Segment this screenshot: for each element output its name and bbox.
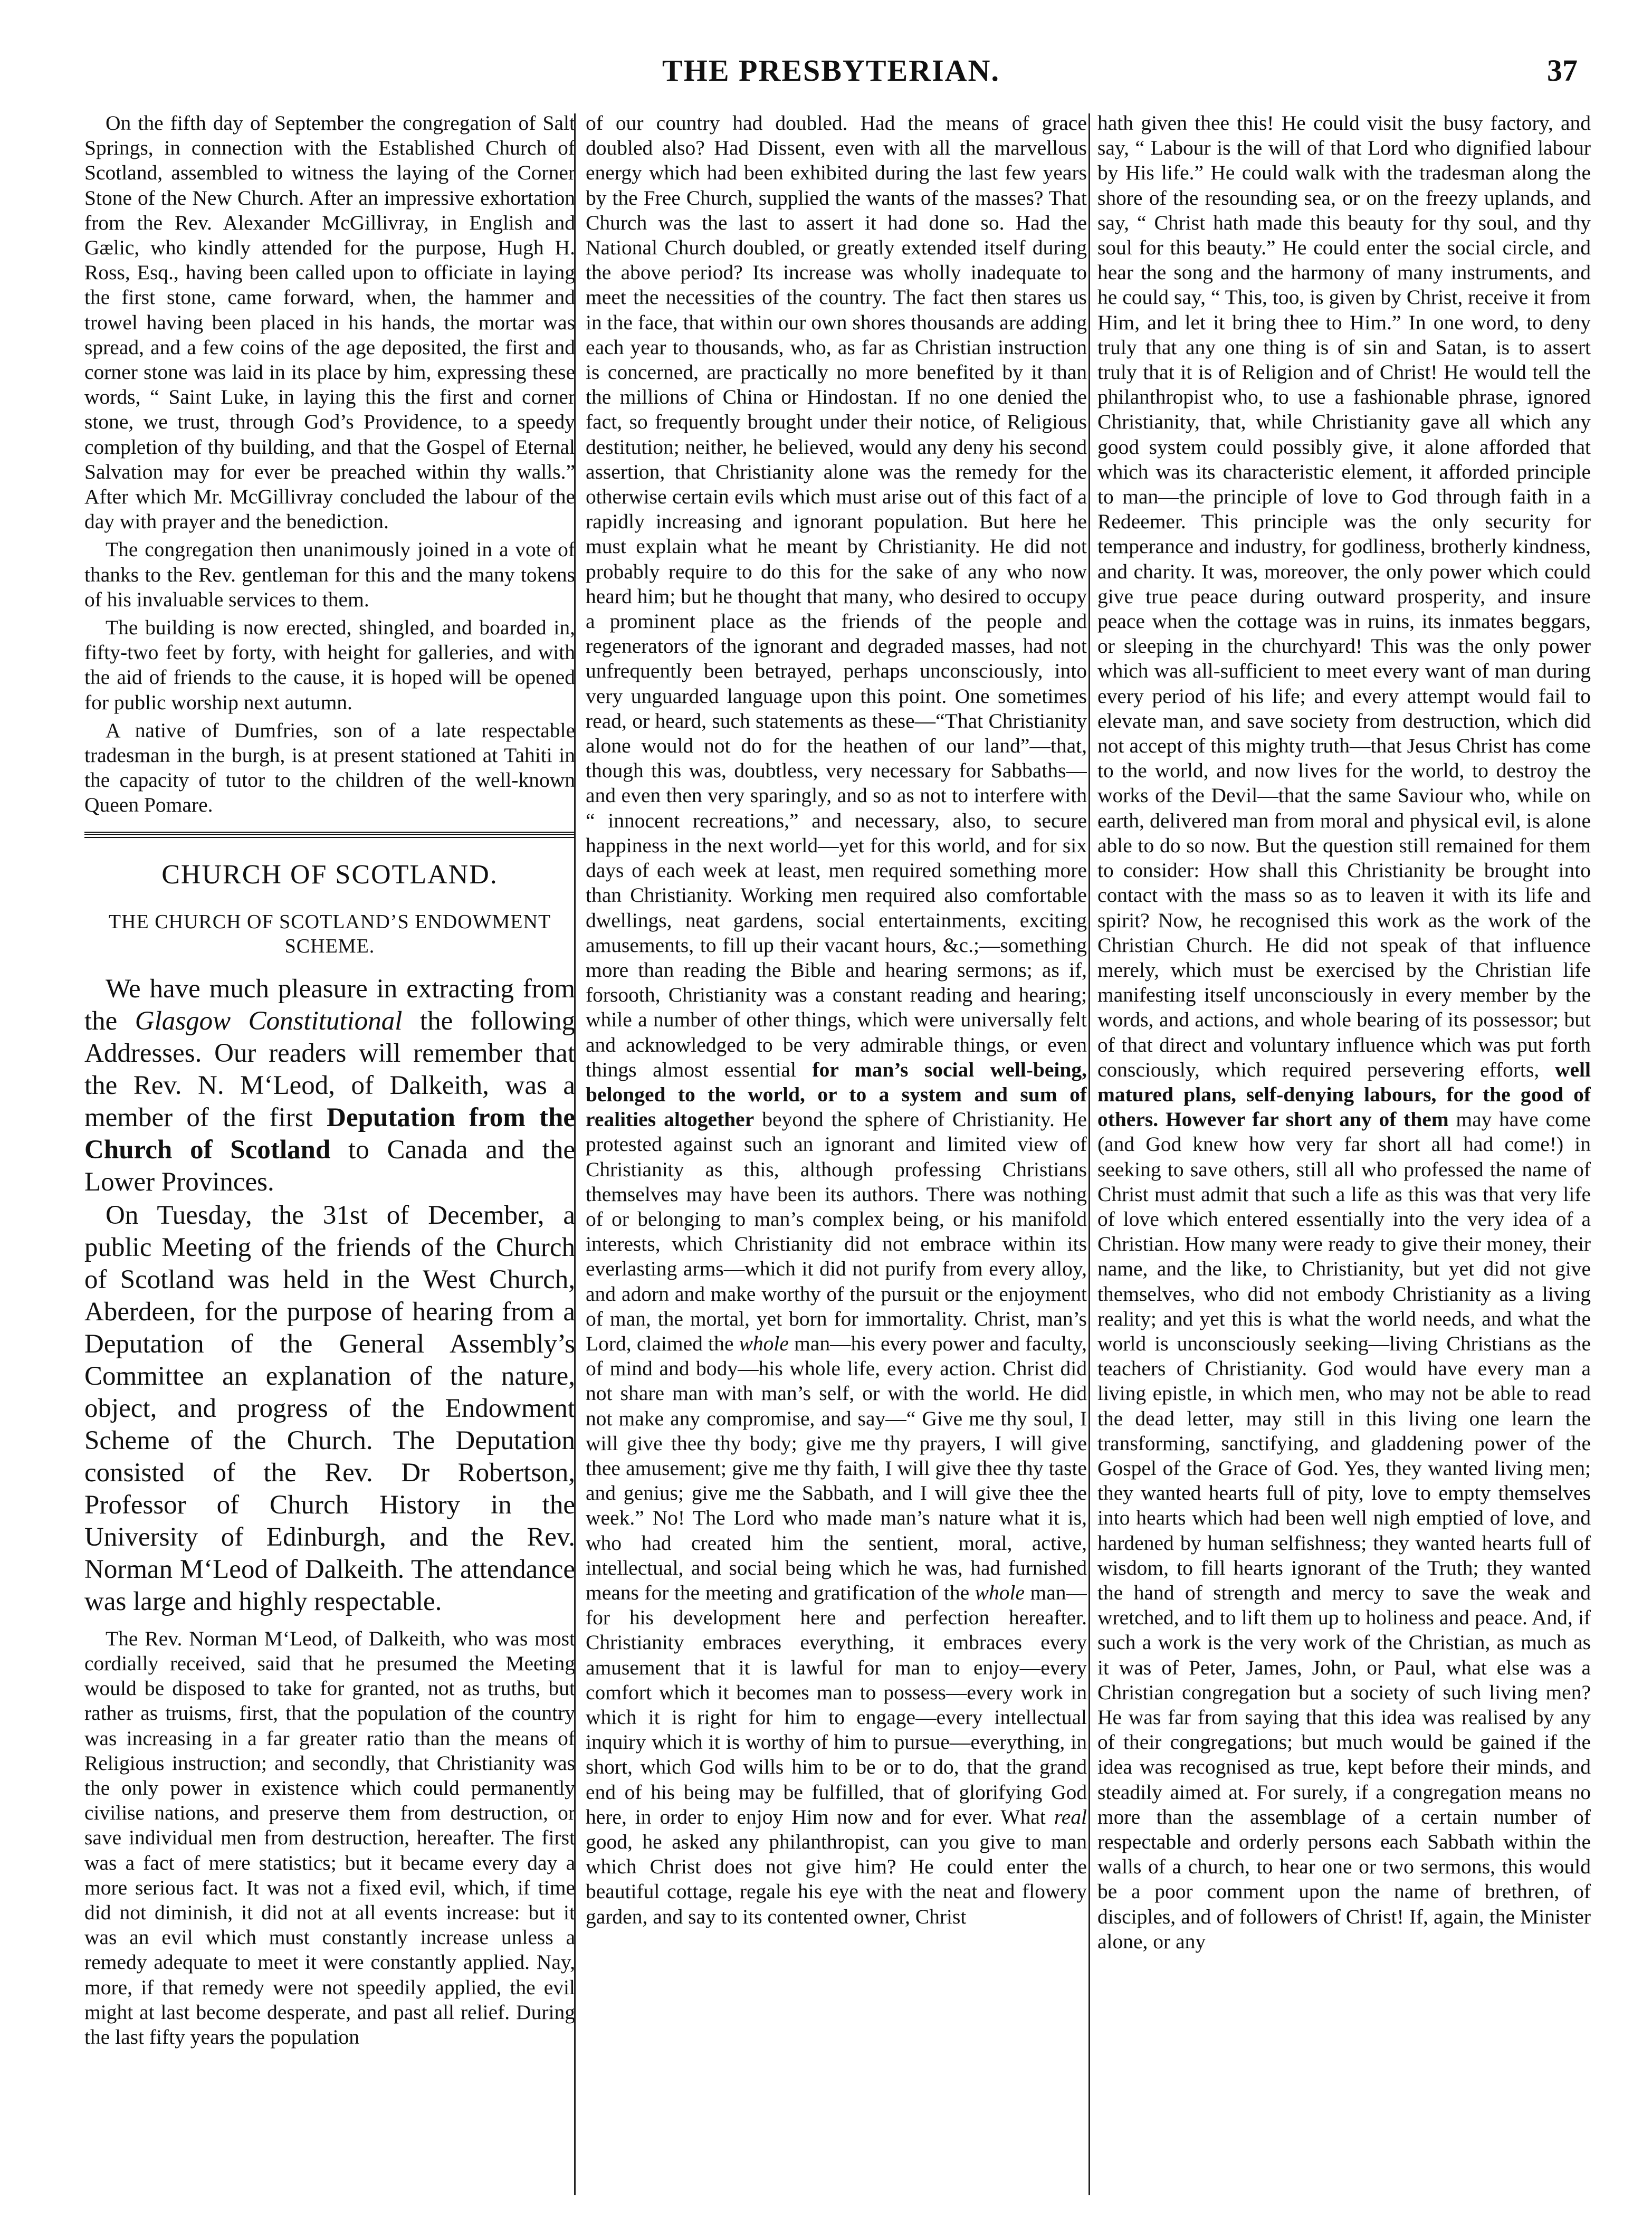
text-run: beyond the sphere of Christianity. He protested against such an ignorant and limited view of Christianity as this, although professing Christians themselves may have been its authors. There was nothing of or belonging to man’s complex being, or his manifold interests, which Christianity did not embrace within its everlasting arms—which it did not purify from every alloy, and adorn and make worthy of the pursuit or the enjoyment of man, the mortal, yet born for immortality. Christ, man’s Lord, claimed the (586, 1108, 1087, 1355)
text-run: the following Addresses. Our readers will remember that the Rev. N. M‘Leod, of Dalkeith, was a member of the first (84, 1006, 575, 1132)
section-divider (84, 832, 575, 838)
column-1 (84, 111, 575, 2195)
lead-paragraphs (84, 973, 575, 1618)
text-run: man—his every power and faculty, of mind and body—his whole life, every action. Christ did not share man with man’s self, or with the world. He did not make any compromise, and say—“ Give me thy soul, I will give thee thy body; give me thy prayers, I will give thee amusement; give me thy faith, I will give thee thy taste and genius; give me the Sabbath, and I will give thee the week.” No! The Lord who made man’s nature what it is, who had created him the sentient, moral, active, intellectual, and social being which he was, had furnished means for the meeting and gratification of the (586, 1331, 1087, 1604)
text-run: may have come (and God knew how very far short all had come!) in seeking to save others, still all who professed the name of Christ must admit that such a life as this was that very life of love which entered essentially into the very idea of a Christian. How many were ready to give their money, their name, and the like, to Christianity, but yet did not give themselves, who did not embody Christianity as a living reality; and yet this is what the world needs, and what the world is unconsciously seeking—living Christians as the teachers of Christianity. God would have every man a living epistle, in which men, who may not be able to read the dead letter, may still in this living one learn the transforming, sanctifying, and gladdening power of the Gospel of the Grace of God. Yes, they wanted living men; they wanted hearts full of pity, love to empty themselves into hearts which had been well nigh emptied of love, and hardened by human selfishness; they wanted hearts full of wisdom, to fill hearts ignorant of the Truth; they wanted the hand of strength and mercy to save the weak and wretched, and to lift them up to holiness and peace. And, if such a work is the very work of the Christian, as much as it was of Peter, James, John, or Paul, what else was a Christian congregation but a society of such living men? He was far from saying that this idea was realised by any of their congregations; but much would be gained if the idea was recognised as true, kept before their minds, and steadily aimed at. For surely, if a congregation means no more than the assemblage of a certain number of respectable and orderly persons each Sabbath within the walls of a church, to hear one or two sermons, this would be a poor comment upon the name of brethren, of disciples, and of followers of Christ! If, again, the Minister alone, or any (1097, 1108, 1591, 1953)
italic-text: whole (739, 1331, 789, 1355)
page-number: 37 (1547, 53, 1578, 88)
publication-title: THE PRESBYTERIAN. (662, 53, 1000, 88)
section-heading: CHURCH OF SCOTLAND. (161, 859, 498, 890)
paragraph (1097, 111, 1591, 1954)
italic-text: whole (975, 1580, 1025, 1604)
bold-text: well matured plans, self-denying labours, for the good of others. However far short any of them (1097, 1058, 1591, 1131)
text-run: to Canada and the Lower Provinces. (84, 1135, 575, 1197)
column-divider-2 (1088, 113, 1090, 2195)
text-run: of our country had doubled. Had the means of grace doubled also? Had Dissent, even with all the marvellous energy which had been exhibited during the last few years by the Free Church, supplied the wants of the masses? That Church was the last to assert it had done so. Had the National Church doubled, or greatly extended itself during the above period? Its increase was wholly inadequate to meet the necessities of the country. The fact then stares us in the face, that within our own shores thousands are adding each year to thousands, who, as far as Christian instruction is concerned, are practically no more benefited by it than the millions of China or Hindostan. If no one denied the fact, so frequently brought under their notice, of Religious destitution; neither, he believed, would any deny his second assertion, that Christianity alone was the remedy for the otherwise certain evils which must arise out of this fact of a rapidly increasing and ignorant population. But here he must explain what he meant by Christianity. He did not probably require to do this for the sake of any who now heard him; but he thought that many, who desired to occupy a prominent place as the friends of the people and regenerators of the ignorant and degraded masses, had not unfrequently been betrayed, perhaps unconsciously, into very unguarded language upon this point. One sometimes read, or heard, such statements as these—“That Christianity alone would not do for the heathen of our land”—that, though this was, doubtless, very necessary for Sabbaths—and even then very sparingly, and so as not to interfere with “ innocent recreations,” and necessary, also, to secure happiness in the next world—yet for this world, and for six days of each week at least, men required something more than Christianity. Working men required also comfortable dwellings, neat gardens, social entertainments, exciting amusements, to fill up their vacant hours, &c.;—something more than reading the Bible and hearing sermons; as if, forsooth, Christianity was a constant reading and hearing; while a number of other things, which were universally felt and acknowledged to be very admirable things, or even things almost essential (586, 111, 1087, 1081)
bold-text: Deputation from the Church of Scotland (84, 1102, 575, 1165)
column-3 (1097, 111, 1591, 2195)
paragraph: On the fifth day of September the congregation of Salt Springs, in connection with the Established Church of Scotland, assembled to witness the laying of the Corner Stone of the New Church. After an impressive exhortation from the Rev. Alexander McGillivray, in English and Gælic, who kindly attended for the purpose, Hugh H. Ross, Esq., having been called upon to officiate in laying the first stone, came forward, when, the hammer and trowel having been placed in his hands, the mortar was spread, and a few coins of the age deposited, the first and corner stone was laid in its place by him, expressing these words, “ Saint Luke, in laying this the first and corner stone, we trust, through God’s Providence, to a speedy completion of thy building, and that the Gospel of Eternal Salvation may for ever be preached within thy walls.” After which Mr. McGillivray concluded the labour of the day with prayer and the benediction. (84, 111, 575, 534)
text-run: man—for his development here and perfection hereafter. Christianity embraces everything, it embraces every amusement that it is lawful for man to enjoy—every comfort which it becomes man to possess—every work in which it is right for him to engage—every intellectual inquiry which it is worthy of him to pursue—everything, in short, which God wills him to be or to do, that the grand end of his being may be fulfilled, that of glorifying God here, in order to enjoy Him now and for ever. What (586, 1580, 1087, 1828)
text-run: hath given thee this! He could visit the busy factory, and say, “ Labour is the will of that Lord who dignified labour by His life.” He could walk with the tradesman along the shore of the resounding sea, or on the freezy uplands, and say, “ Christ hath made this beauty for thy soul, and thy soul for this beauty.” He could enter the social circle, and hear the song and the harmony of many instruments, and he could say, “ This, too, is given by Christ, receive it from Him, and let it bring thee to Him.” In one word, to deny truly that any one thing is of sin and Satan, is to assert truly that it is of Religion and of Christ! He would tell the philanthropist who, to use a fashionable phrase, ignored Christianity, that, while Christianity gave all which any good system could possibly give, it alone afforded that which was its characteristic element, it afforded principle to man—the principle of love to God through faith in a Redeemer. This principle was the only security for temperance and industry, for godliness, brotherly kindness, and charity. It was, moreover, the only power which could give true peace during outward prosperity, and insure peace when the cottage was in ruins, its inmates beggars, or sleeping in the churchyard! This was the only power which was all-sufficient to meet every want of man during every period of his life; and every attempt would fail to elevate man, and save society from destruction, which did not accept of this mighty truth—that Jesus Christ has come to the world, and now lives for the world, to destroy the works of the Devil—that the same Saviour who, while on earth, delivered man from moral and physical evil, is alone able to do so now. But the question still remained for them to consider: How shall this Christianity be brought into contact with the mass so as to leaven it with its life and spirit? Now, he recognised this work as the work of the Christian Church. He did not speak of that influence merely, which must be exercised by the Christian life manifesting itself unconsciously in every member by the words, and actions, and whole bearing of its possessor; but of that direct and voluntary influence which was put forth consciously, which required persevering efforts, (1097, 111, 1591, 1081)
bold-text: for man’s social well-being, belonged to the world, or to a system and sum of realities altogether (586, 1058, 1087, 1131)
paragraph: The Rev. Norman M‘Leod, of Dalkeith, who was most cordially received, said that he presumed the Meeting would be disposed to take for granted, not as truths, but rather as truisms, first, that the population of the country was increasing in a far greater ratio than the means of Religious instruction; and secondly, that Christianity was the only power in existence which could permanently civilise nations, and preserve them from destruction, or save individual men from destruction, hereafter. The first was a fact of mere statistics; but it became every day a more serious fact. It was not a fixed evil, which, if time did not diminish, it did not at all events increase: but it was an evil which must constantly increase unless a remedy adequate to meet it were constantly applied. Nay, more, if that remedy were not speedily applied, the evil might at last become desperate, and past all relief. During the last fifty years the population (84, 1626, 575, 2049)
text-run: We have much pleasure in extracting from the (84, 974, 575, 1036)
paragraph: The congregation then unanimously joined in a vote of thanks to the Rev. gentleman for this and the many tokens of his invaluable services to them. (84, 538, 575, 611)
text-run: good, he asked any philanthropist, can you give to man which Christ does not give him? He could enter the beautiful cottage, regale his eye with the neat and flowery garden, and say to its contented owner, Christ (586, 1830, 1087, 1928)
page-header (84, 53, 1578, 100)
paragraph: The building is now erected, shingled, and boarded in, fifty-two feet by forty, with height for galleries, and with the aid of friends to the cause, it is hoped will be opened for public worship next autumn. (84, 616, 575, 714)
paragraph: On Tuesday, the 31st of December, a public Meeting of the friends of the Church of Scotland was held in the West Church, Aberdeen, for the purpose of hearing from a Deputation of the General Assembly’s Committee an explanation of the nature, object, and progress of the Endowment Scheme of the Church. The Deputation consisted of the Rev. Dr Robertson, Professor of Church History in the University of Edinburgh, and the Rev. Norman M‘Leod of Dalkeith. The attendance was large and highly respectable. (84, 1200, 575, 1616)
speech-text (84, 1626, 575, 2050)
column-2 (586, 111, 1087, 2195)
paragraph (586, 111, 1087, 1929)
article-subheading: THE CHURCH OF SCOTLAND’S ENDOWMENT SCHEME. (108, 910, 551, 957)
paragraph: A native of Dumfries, son of a late respectable tradesman in the burgh, is at present stationed at Tahiti in the capacity of tutor to the children of the well-known Queen Pomare. (84, 718, 575, 817)
italic-text: real (1054, 1805, 1087, 1828)
salt-springs-article (84, 111, 575, 818)
paragraph (84, 973, 575, 1198)
italic-text: Glasgow Constitutional (135, 1006, 403, 1036)
